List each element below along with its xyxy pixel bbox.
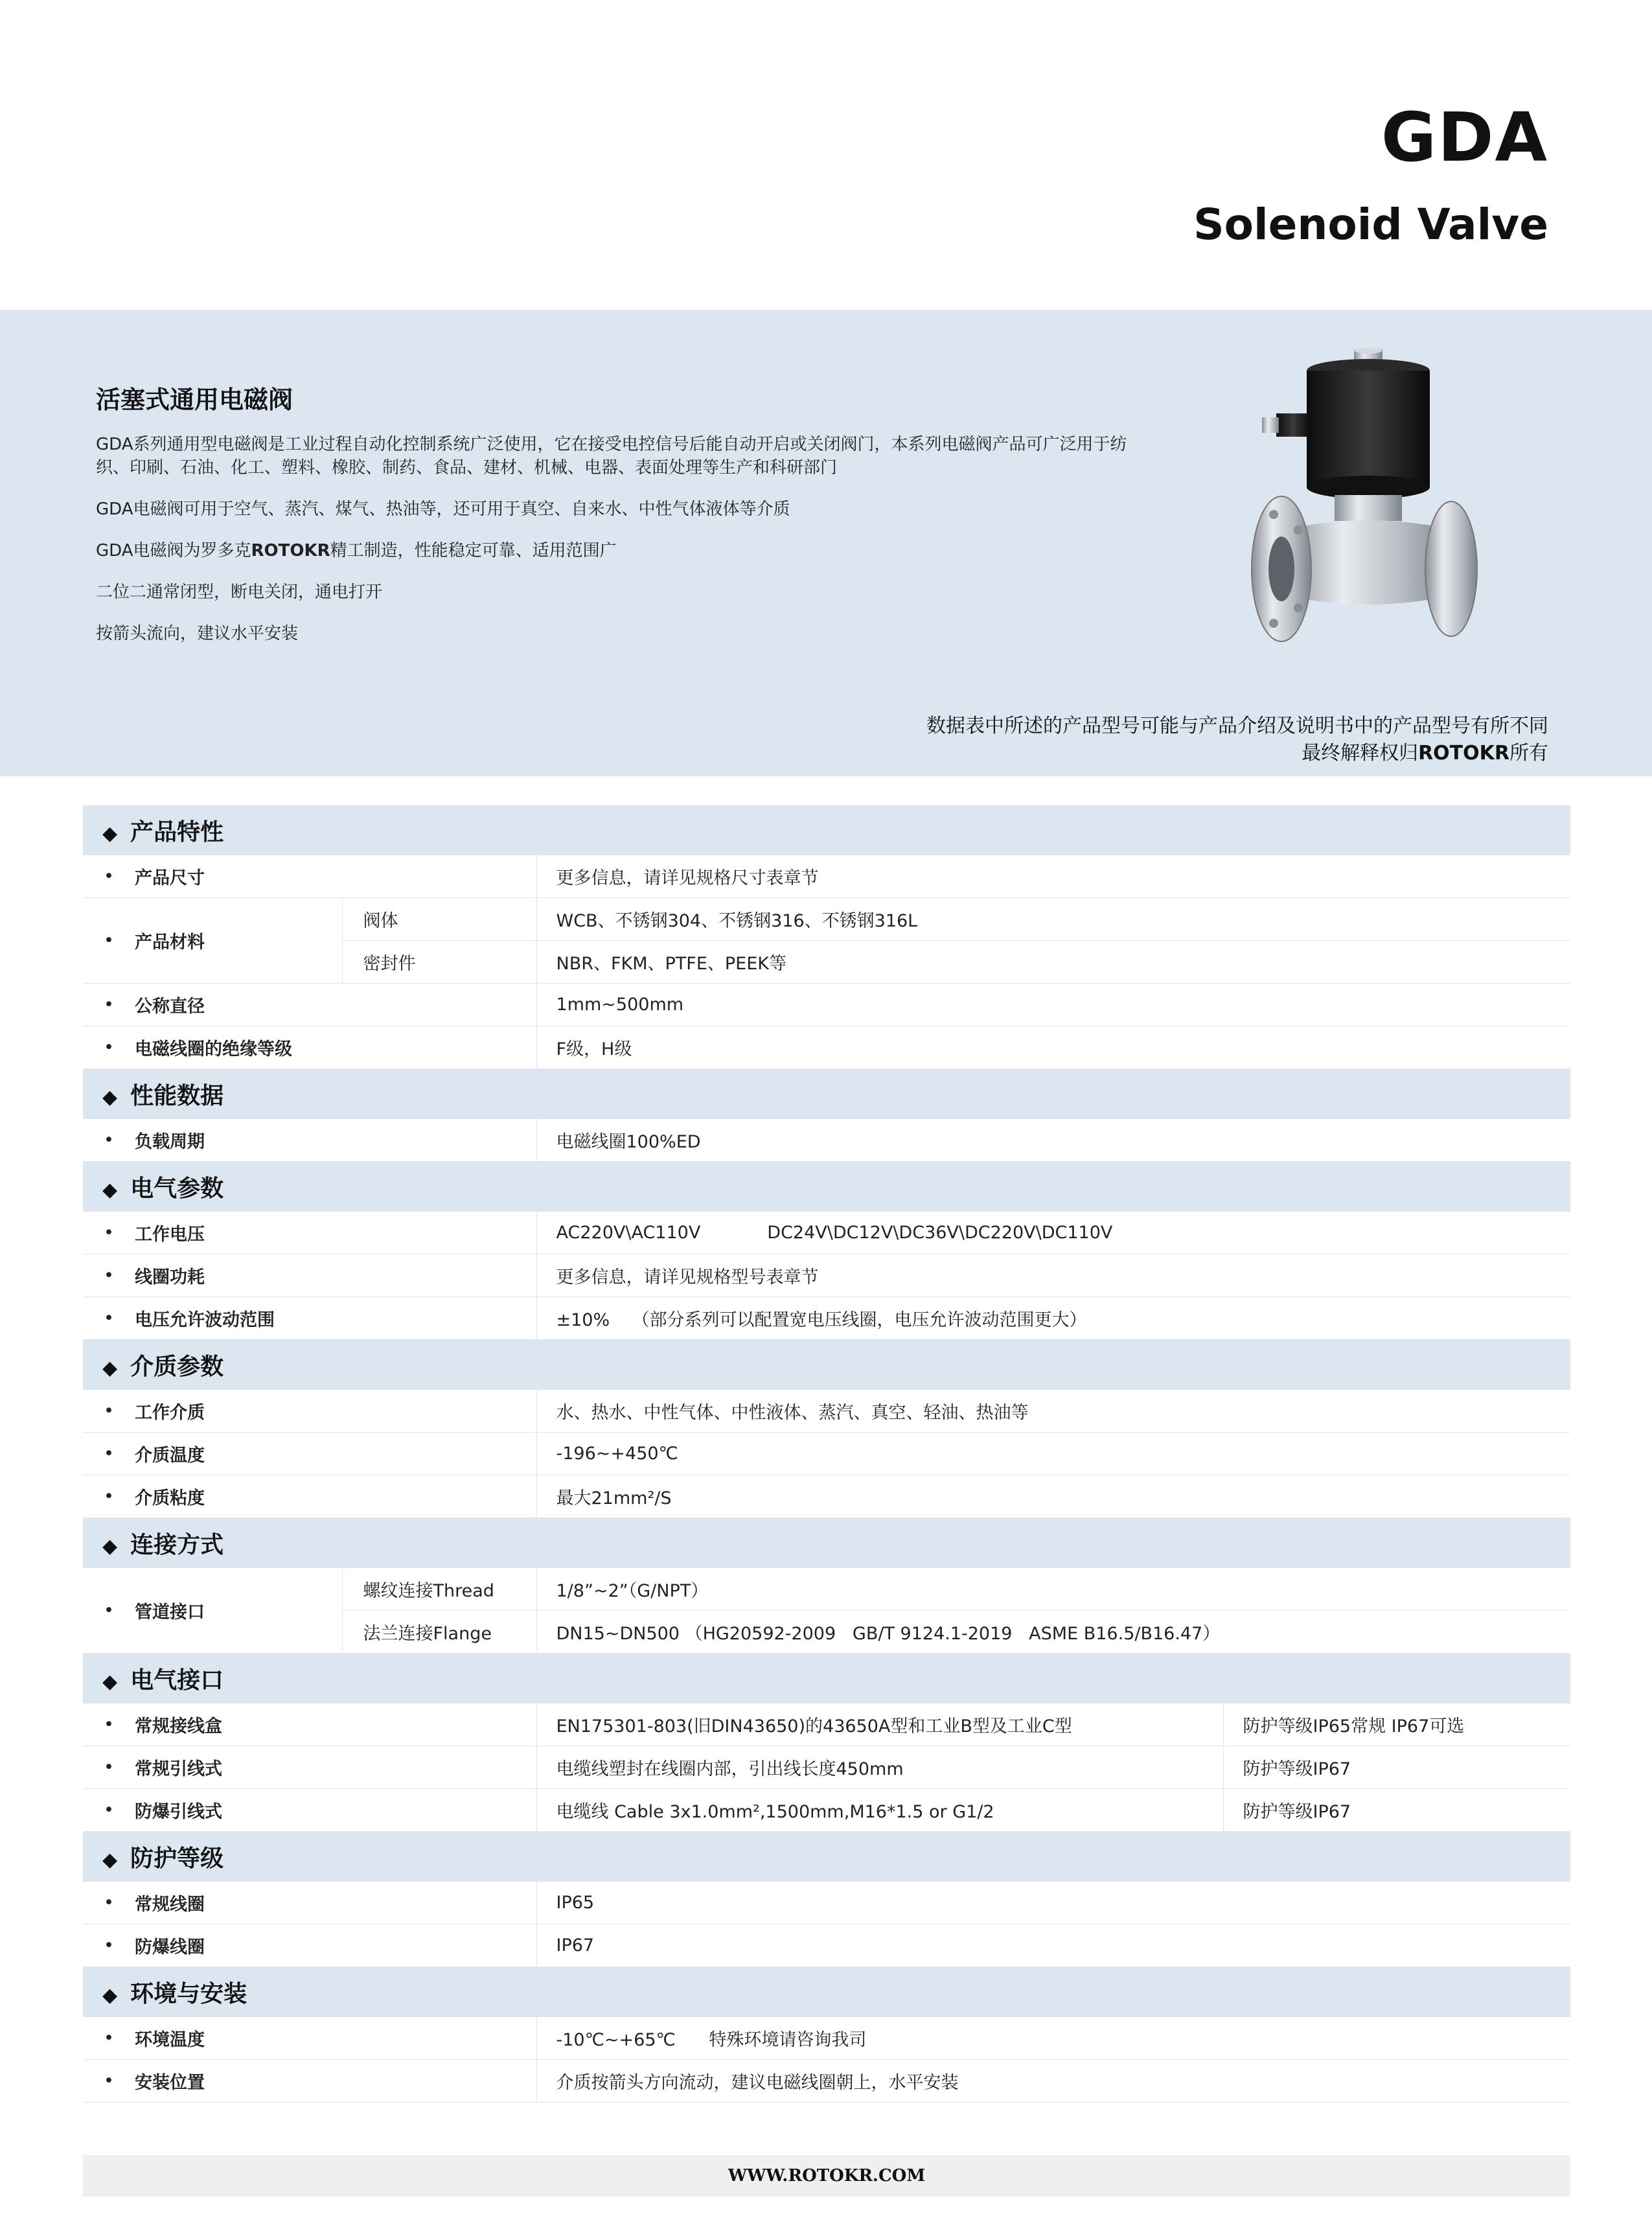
bullet-icon: • bbox=[83, 1924, 135, 1967]
table-row bbox=[83, 1254, 1570, 1297]
row-label: 常规接线盒 bbox=[135, 1703, 536, 1746]
row-label: 管道接口 bbox=[135, 1568, 342, 1654]
section-title: 介质参数 bbox=[130, 1354, 224, 1380]
row-value: 水、热水、中性气体、中性液体、蒸汽、真空、轻油、热油等 bbox=[536, 1390, 1570, 1433]
row-sublabel: 密封件 bbox=[342, 941, 536, 984]
row-value: IP67 bbox=[536, 1924, 1570, 1967]
section-header bbox=[83, 1162, 1570, 1212]
section-title: 性能数据 bbox=[130, 1083, 224, 1109]
intro-heading: 活塞式通用电磁阀 bbox=[96, 386, 293, 414]
row-value: ±10% （部分系列可以配置宽电压线圈，电压允许波动范围更大） bbox=[536, 1297, 1570, 1340]
intro-paragraph: 按箭头流向，建议水平安装 bbox=[96, 624, 299, 643]
table-row bbox=[83, 898, 1570, 941]
intro-paragraph bbox=[96, 539, 1132, 562]
row-label: 工作介质 bbox=[135, 1390, 536, 1433]
row-label: 安装位置 bbox=[135, 2060, 536, 2103]
diamond-icon: ◆ bbox=[102, 1086, 118, 1109]
table-row bbox=[83, 1212, 1570, 1254]
section-title: 电气参数 bbox=[130, 1175, 224, 1202]
intro-text: 精工制造，性能稳定可靠、适用范围广 bbox=[330, 541, 617, 560]
intro-paragraph: GDA系列通用型电磁阀是工业过程自动化控制系统广泛使用，它在接受电控信号后能自动开启或关闭阀门，本系列电磁阀产品可广泛用于纺织、印刷、石油、化工、塑料、橡胶、制药、食品、建材、机械、电器、表面处理等生产和科研部门 bbox=[96, 435, 1127, 478]
row-label: 产品尺寸 bbox=[135, 855, 536, 898]
table-row bbox=[83, 1026, 1570, 1069]
row-sublabel: 阀体 bbox=[342, 898, 536, 941]
table-row bbox=[83, 1703, 1570, 1746]
row-value: 介质按箭头方向流动，建议电磁线圈朝上，水平安装 bbox=[536, 2060, 1570, 2103]
bullet-icon: • bbox=[83, 855, 135, 898]
row-value: 1mm~500mm bbox=[536, 984, 1570, 1026]
bullet-icon: • bbox=[83, 898, 135, 984]
intro-panel bbox=[0, 310, 1652, 776]
section-header bbox=[83, 805, 1570, 855]
bullet-icon: • bbox=[83, 1390, 135, 1433]
title-block bbox=[1193, 98, 1548, 249]
row-protection: 防护等级IP67 bbox=[1223, 1789, 1570, 1832]
row-label: 介质温度 bbox=[135, 1433, 536, 1475]
intro-body bbox=[96, 433, 1132, 663]
intro-paragraph: GDA电磁阀可用于空气、蒸汽、煤气、热油等，还可用于真空、自来水、中性气体液体等介质 bbox=[96, 500, 790, 519]
bullet-icon: • bbox=[83, 1882, 135, 1924]
row-label: 常规线圈 bbox=[135, 1882, 536, 1924]
disclaimer-text: 所有 bbox=[1509, 742, 1548, 765]
row-sublabel: 螺纹连接Thread bbox=[342, 1568, 536, 1611]
disclaimer-line: 数据表中所述的产品型号可能与产品介绍及说明书中的产品型号有所不同 bbox=[926, 715, 1548, 737]
row-label: 公称直径 bbox=[135, 984, 536, 1026]
bullet-icon: • bbox=[83, 1703, 135, 1746]
row-value: NBR、FKM、PTFE、PEEK等 bbox=[536, 941, 1570, 984]
bullet-icon: • bbox=[83, 1297, 135, 1340]
diamond-icon: ◆ bbox=[102, 822, 118, 845]
bullet-icon: • bbox=[83, 1254, 135, 1297]
bullet-icon: • bbox=[83, 1433, 135, 1475]
section-title: 产品特性 bbox=[130, 819, 224, 846]
brand-name: ROTOKR bbox=[1418, 742, 1509, 765]
bullet-icon: • bbox=[83, 1119, 135, 1162]
table-row bbox=[83, 984, 1570, 1026]
section-header bbox=[83, 1967, 1570, 2018]
row-value: AC220V\AC110V DC24V\DC12V\DC36V\DC220V\DC110V bbox=[536, 1212, 1570, 1254]
row-value: 更多信息，请详见规格型号表章节 bbox=[536, 1254, 1570, 1297]
section-header bbox=[83, 1069, 1570, 1120]
row-label: 线圈功耗 bbox=[135, 1254, 536, 1297]
row-value: 更多信息，请详见规格尺寸表章节 bbox=[536, 855, 1570, 898]
diamond-icon: ◆ bbox=[102, 1179, 118, 1201]
table-row bbox=[83, 1390, 1570, 1433]
row-value: WCB、不锈钢304、不锈钢316、不锈钢316L bbox=[536, 898, 1570, 941]
row-value: 电磁线圈100%ED bbox=[536, 1119, 1570, 1162]
section-title: 电气接口 bbox=[130, 1667, 224, 1694]
row-value: F级，H级 bbox=[536, 1026, 1570, 1069]
table-row bbox=[83, 1746, 1570, 1789]
section-header bbox=[83, 1832, 1570, 1882]
section-title: 环境与安装 bbox=[130, 1981, 247, 2007]
table-row bbox=[83, 1882, 1570, 1924]
row-label: 产品材料 bbox=[135, 898, 342, 984]
table-row bbox=[83, 1475, 1570, 1518]
disclaimer bbox=[926, 713, 1548, 767]
bullet-icon: • bbox=[83, 1212, 135, 1254]
row-label: 介质粘度 bbox=[135, 1475, 536, 1518]
spec-table bbox=[83, 805, 1570, 2103]
table-row bbox=[83, 2017, 1570, 2060]
diamond-icon: ◆ bbox=[102, 1357, 118, 1379]
row-label: 工作电压 bbox=[135, 1212, 536, 1254]
intro-text: GDA电磁阀为罗多克 bbox=[96, 541, 251, 560]
row-label: 防爆引线式 bbox=[135, 1789, 536, 1832]
bullet-icon: • bbox=[83, 1746, 135, 1789]
bullet-icon: • bbox=[83, 2060, 135, 2103]
bullet-icon: • bbox=[83, 2017, 135, 2060]
bullet-icon: • bbox=[83, 1568, 135, 1654]
section-header bbox=[83, 1654, 1570, 1704]
table-row bbox=[83, 1433, 1570, 1475]
intro-paragraph: 二位二通常闭型，断电关闭，通电打开 bbox=[96, 583, 383, 602]
row-value: 电缆线塑封在线圈内部，引出线长度450mm bbox=[536, 1746, 1223, 1789]
row-label: 环境温度 bbox=[135, 2017, 536, 2060]
row-value: EN175301-803(旧DIN43650)的43650A型和工业B型及工业C型 bbox=[536, 1703, 1223, 1746]
brand-name: ROTOKR bbox=[251, 541, 330, 560]
row-protection: 防护等级IP67 bbox=[1223, 1746, 1570, 1789]
section-title: 连接方式 bbox=[130, 1532, 224, 1558]
row-value: -196~+450℃ bbox=[536, 1433, 1570, 1475]
section-title: 防护等级 bbox=[130, 1845, 224, 1872]
bullet-icon: • bbox=[83, 1789, 135, 1832]
diamond-icon: ◆ bbox=[102, 1984, 118, 2007]
row-value: 最大21mm²/S bbox=[536, 1475, 1570, 1518]
row-protection: 防护等级IP65常规 IP67可选 bbox=[1223, 1703, 1570, 1746]
solenoid-valve-image bbox=[1231, 349, 1490, 660]
disclaimer-text: 最终解释权归 bbox=[1302, 742, 1419, 765]
row-value: -10℃~+65℃ 特殊环境请咨询我司 bbox=[536, 2017, 1570, 2060]
product-subtitle: Solenoid Valve bbox=[1193, 200, 1548, 249]
row-label: 电压允许波动范围 bbox=[135, 1297, 536, 1340]
table-row bbox=[83, 1297, 1570, 1340]
diamond-icon: ◆ bbox=[102, 1849, 118, 1871]
table-row bbox=[83, 1924, 1570, 1967]
section-header bbox=[83, 1518, 1570, 1569]
table-row bbox=[83, 1568, 1570, 1611]
diamond-icon: ◆ bbox=[102, 1670, 118, 1693]
row-label: 电磁线圈的绝缘等级 bbox=[135, 1026, 536, 1069]
row-label: 防爆线圈 bbox=[135, 1924, 536, 1967]
diamond-icon: ◆ bbox=[102, 1535, 118, 1558]
table-row bbox=[83, 855, 1570, 898]
row-value: DN15~DN500 （HG20592-2009 GB/T 9124.1-2019 ASME B16.5/B16.47） bbox=[536, 1611, 1570, 1654]
section-header bbox=[83, 1340, 1570, 1390]
row-label: 负载周期 bbox=[135, 1119, 536, 1162]
bullet-icon: • bbox=[83, 984, 135, 1026]
footer-website[interactable]: WWW.ROTOKR.COM bbox=[83, 2155, 1570, 2197]
bullet-icon: • bbox=[83, 1026, 135, 1069]
bullet-icon: • bbox=[83, 1475, 135, 1518]
row-label: 常规引线式 bbox=[135, 1746, 536, 1789]
table-row bbox=[83, 1789, 1570, 1832]
table-row bbox=[83, 1119, 1570, 1162]
row-value: 电缆线 Cable 3x1.0mm²,1500mm,M16*1.5 or G1/2 bbox=[536, 1789, 1223, 1832]
table-row bbox=[83, 2060, 1570, 2103]
row-value: 1/8”~2”（G/NPT） bbox=[536, 1568, 1570, 1611]
row-sublabel: 法兰连接Flange bbox=[342, 1611, 536, 1654]
row-value: IP65 bbox=[536, 1882, 1570, 1924]
disclaimer-line bbox=[926, 740, 1548, 767]
model-name: GDA bbox=[1381, 98, 1548, 177]
